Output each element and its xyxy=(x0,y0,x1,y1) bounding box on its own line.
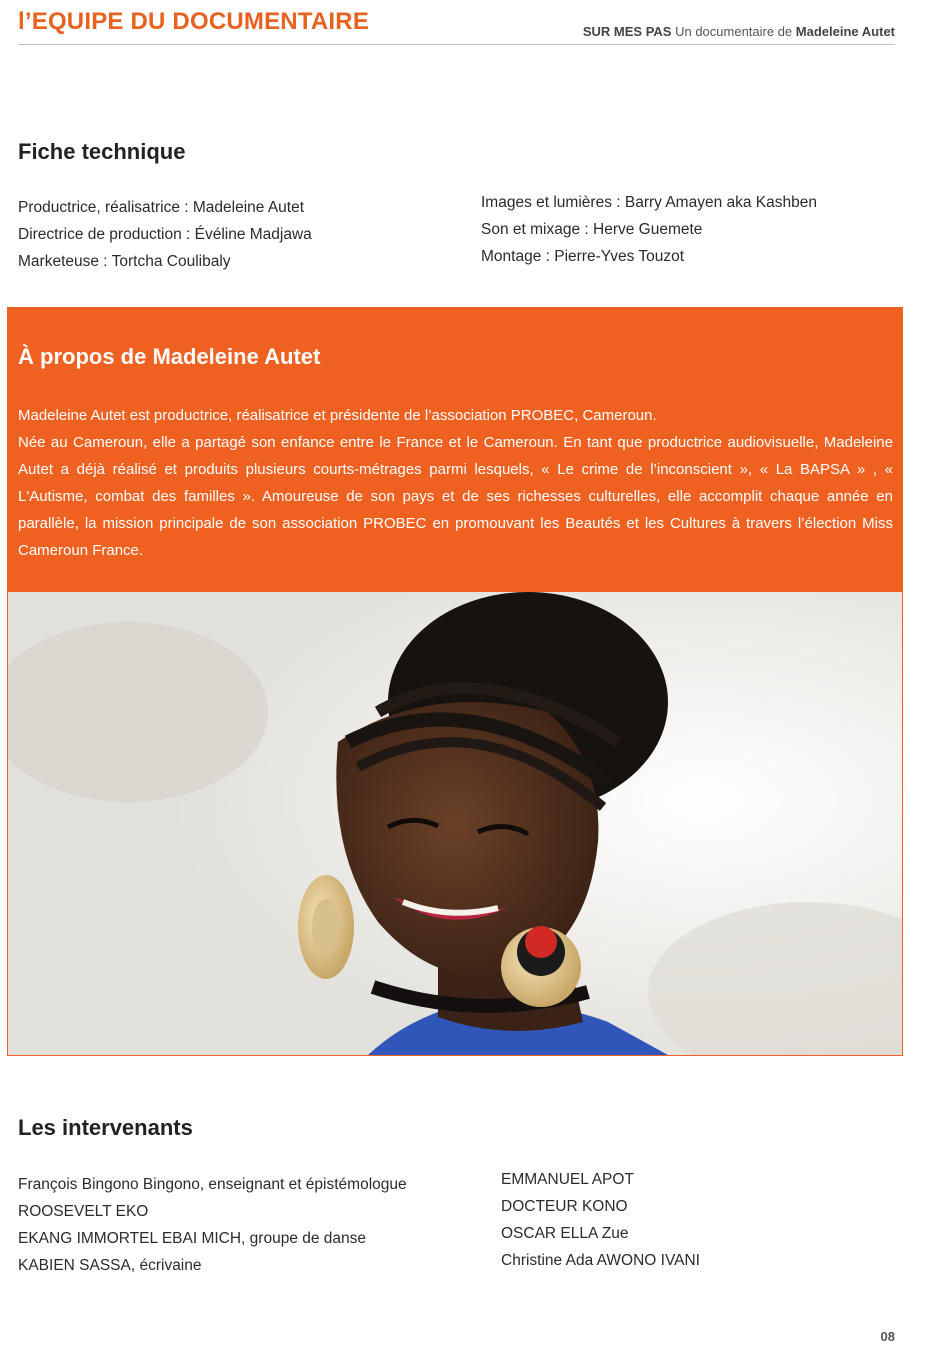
document-title: l’EQUIPE DU DOCUMENTAIRE xyxy=(18,8,370,35)
header-divider xyxy=(18,44,895,45)
fiche-left-list xyxy=(18,194,312,275)
fiche-right-list xyxy=(481,189,817,270)
portrait-photo xyxy=(7,591,903,1056)
list-item: KABIEN SASSA, écrivaine xyxy=(18,1257,202,1274)
list-item: Productrice, réalisatrice : Madeleine Autet xyxy=(18,199,305,216)
header-tagline xyxy=(583,24,895,39)
list-item: François Bingono Bingono, enseignant et épistémologue xyxy=(18,1176,407,1193)
about-heading: À propos de Madeleine Autet xyxy=(18,344,321,369)
list-item: OSCAR ELLA Zue xyxy=(501,1225,629,1242)
list-item: Christine Ada AWONO IVANI xyxy=(501,1252,700,1269)
fiche-heading: Fiche technique xyxy=(18,139,186,164)
intervenants-right-list xyxy=(501,1166,700,1274)
about-panel xyxy=(7,307,903,591)
list-item: Montage : Pierre-Yves Touzot xyxy=(481,248,685,265)
intervenants-heading: Les intervenants xyxy=(18,1115,193,1140)
list-item: Son et mixage : Herve Guemete xyxy=(481,221,703,238)
intervenants-left-list xyxy=(18,1171,407,1279)
list-item: EKANG IMMORTEL EBAI MICH, groupe de danse xyxy=(18,1230,367,1247)
list-item: ROOSEVELT EKO xyxy=(18,1203,149,1220)
tagline-text: Un documentaire de xyxy=(675,24,793,39)
list-item: EMMANUEL APOT xyxy=(501,1171,634,1188)
list-item: DOCTEUR KONO xyxy=(501,1198,628,1215)
director-name: Madeleine Autet xyxy=(795,24,895,39)
list-item: Marketeuse : Tortcha Coulibaly xyxy=(18,253,231,270)
film-title: SUR MES PAS xyxy=(582,24,672,39)
list-item: Images et lumières : Barry Amayen aka Kashben xyxy=(481,194,817,211)
portrait-illustration xyxy=(8,592,902,1055)
about-text: Madeleine Autet est productrice, réalisatrice et présidente de l’association PROBEC, Cameroun. Née au Cameroun, elle a partagé son enfance entre le France et le Cameroun. En tant que productrice audiovisuelle, Madeleine Autet a déjà réalisé et produits plusieurs courts-métrages parmi lesquels, « Le crime de l’inconscient », « La BAPSA » , « L'Autisme, combat des familles ». Amoureuse de son pays et de ses richesses culturelles, elle accomplit chaque année en parallèle, la mission principale de son association PROBEC en promouvant les Beautés et les Cultures à travers l’élection Miss Cameroun France. xyxy=(18,407,893,559)
page-number: 08 xyxy=(880,1329,895,1344)
list-item: Directrice de production : Évéline Madjawa xyxy=(18,226,312,243)
